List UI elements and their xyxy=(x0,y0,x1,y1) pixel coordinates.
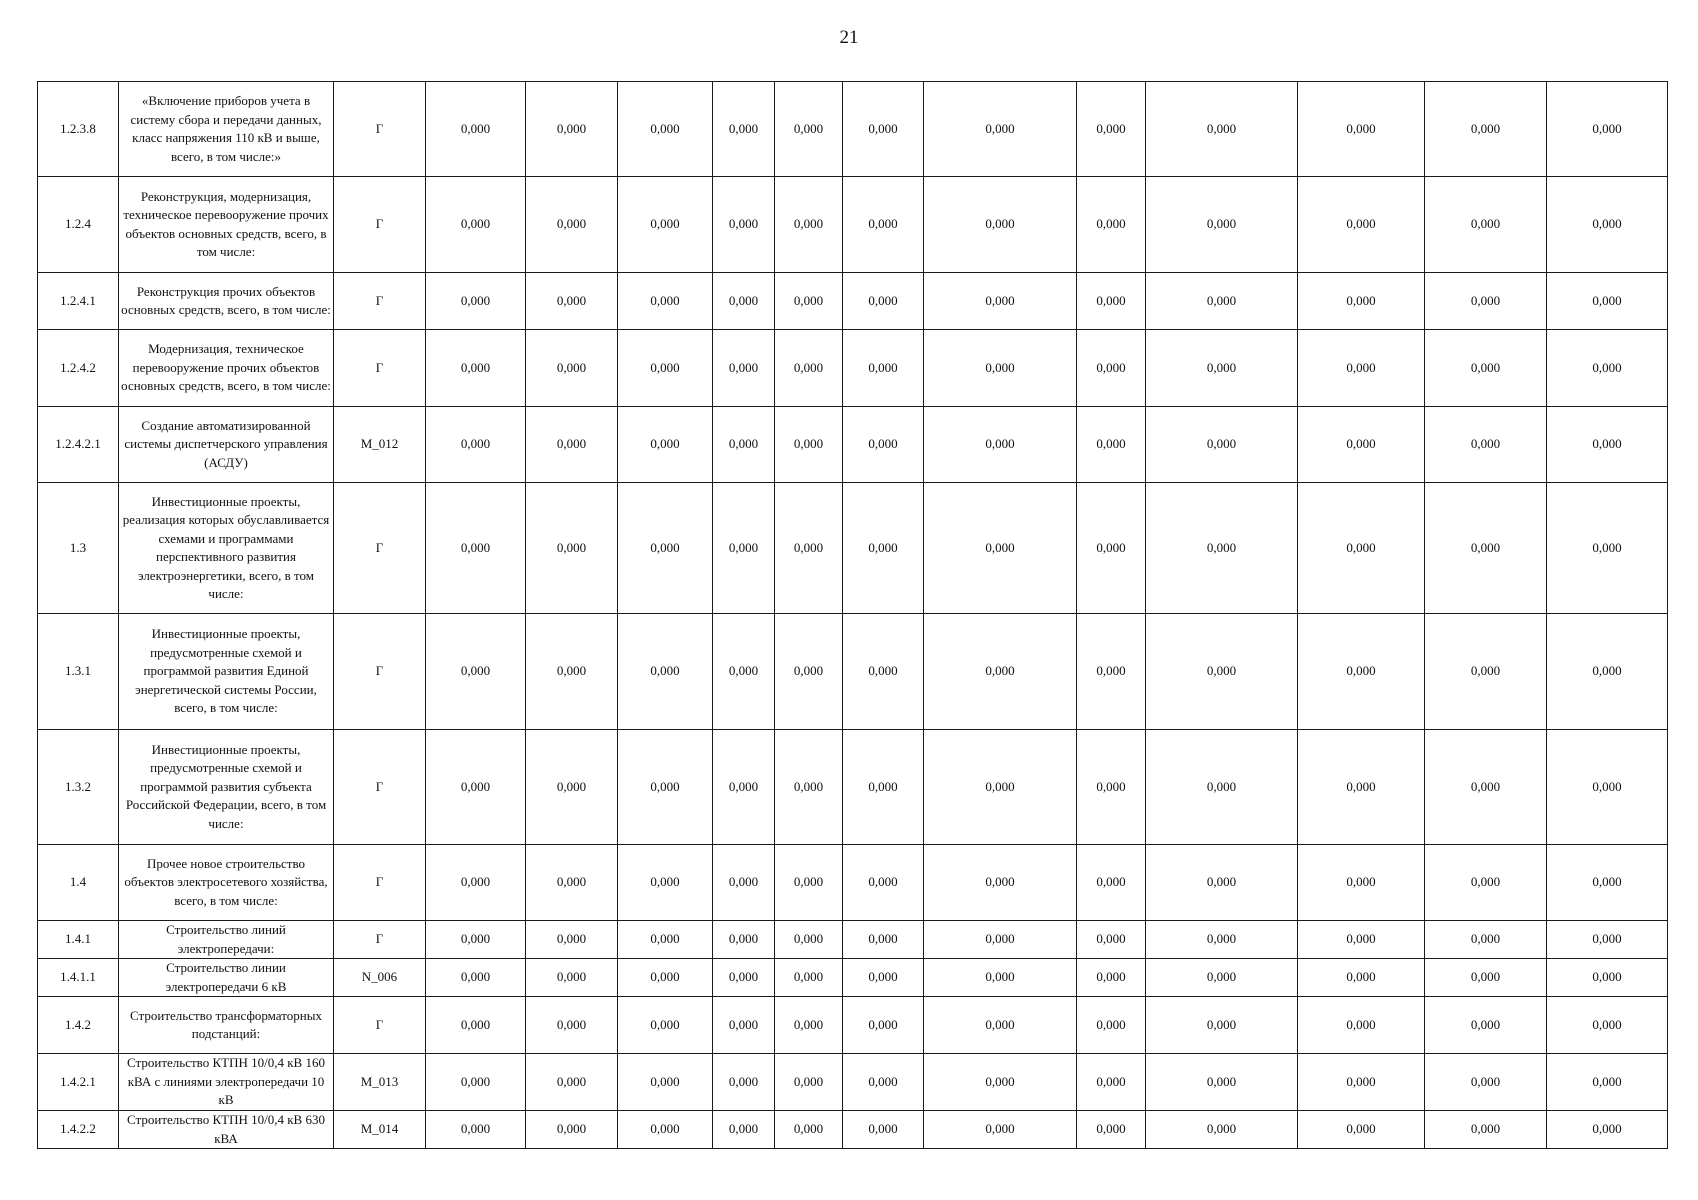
row-code-cell: 1.4.2.1 xyxy=(38,1054,119,1111)
value-cell: 0,000 xyxy=(1077,845,1146,921)
value-cell: 0,000 xyxy=(843,921,924,959)
value-cell: 0,000 xyxy=(1146,997,1298,1054)
table-row xyxy=(38,273,1668,330)
value-cell: 0,000 xyxy=(1298,483,1425,614)
value-cell: 0,000 xyxy=(526,273,618,330)
value-cell: 0,000 xyxy=(924,330,1077,407)
value-cell: 0,000 xyxy=(924,273,1077,330)
value-cell: 0,000 xyxy=(1425,614,1547,730)
row-name-cell: Строительство КТПН 10/0,4 кВ 630 кВА xyxy=(119,1111,334,1149)
value-cell: 0,000 xyxy=(1146,845,1298,921)
value-cell: 0,000 xyxy=(713,407,775,483)
row-code-cell: 1.4.1.1 xyxy=(38,959,119,997)
value-cell: 0,000 xyxy=(843,997,924,1054)
value-cell: 0,000 xyxy=(843,330,924,407)
value-cell: 0,000 xyxy=(526,614,618,730)
value-cell: 0,000 xyxy=(843,1111,924,1149)
row-id-cell: Г xyxy=(334,921,426,959)
table-body xyxy=(38,82,1668,1149)
value-cell: 0,000 xyxy=(1077,82,1146,177)
value-cell: 0,000 xyxy=(618,407,713,483)
value-cell: 0,000 xyxy=(618,997,713,1054)
table-row xyxy=(38,959,1668,997)
value-cell: 0,000 xyxy=(1298,921,1425,959)
value-cell: 0,000 xyxy=(775,921,843,959)
row-code-cell: 1.4.1 xyxy=(38,921,119,959)
value-cell: 0,000 xyxy=(1298,730,1425,845)
value-cell: 0,000 xyxy=(1425,959,1547,997)
value-cell: 0,000 xyxy=(426,82,526,177)
value-cell: 0,000 xyxy=(1425,997,1547,1054)
value-cell: 0,000 xyxy=(526,1111,618,1149)
value-cell: 0,000 xyxy=(843,407,924,483)
value-cell: 0,000 xyxy=(618,1054,713,1111)
value-cell: 0,000 xyxy=(1298,177,1425,273)
value-cell: 0,000 xyxy=(775,845,843,921)
value-cell: 0,000 xyxy=(1547,1111,1668,1149)
value-cell: 0,000 xyxy=(924,959,1077,997)
value-cell: 0,000 xyxy=(426,273,526,330)
value-cell: 0,000 xyxy=(713,273,775,330)
value-cell: 0,000 xyxy=(775,1111,843,1149)
value-cell: 0,000 xyxy=(1298,330,1425,407)
value-cell: 0,000 xyxy=(426,921,526,959)
value-cell: 0,000 xyxy=(1425,82,1547,177)
row-code-cell: 1.2.4.1 xyxy=(38,273,119,330)
value-cell: 0,000 xyxy=(924,407,1077,483)
row-name-cell: Строительство КТПН 10/0,4 кВ 160 кВА с линиями электропередачи 10 кВ xyxy=(119,1054,334,1111)
value-cell: 0,000 xyxy=(1298,614,1425,730)
row-code-cell: 1.2.4.2.1 xyxy=(38,407,119,483)
table-row xyxy=(38,921,1668,959)
value-cell: 0,000 xyxy=(843,730,924,845)
value-cell: 0,000 xyxy=(1425,845,1547,921)
value-cell: 0,000 xyxy=(1298,407,1425,483)
value-cell: 0,000 xyxy=(1146,273,1298,330)
row-id-cell: Г xyxy=(334,730,426,845)
value-cell: 0,000 xyxy=(1547,330,1668,407)
value-cell: 0,000 xyxy=(843,959,924,997)
value-cell: 0,000 xyxy=(713,330,775,407)
value-cell: 0,000 xyxy=(713,483,775,614)
value-cell: 0,000 xyxy=(775,730,843,845)
value-cell: 0,000 xyxy=(618,921,713,959)
value-cell: 0,000 xyxy=(618,330,713,407)
row-name-cell: Строительство трансформаторных подстанций: xyxy=(119,997,334,1054)
row-id-cell: M_014 xyxy=(334,1111,426,1149)
value-cell: 0,000 xyxy=(1547,273,1668,330)
value-cell: 0,000 xyxy=(924,483,1077,614)
value-cell: 0,000 xyxy=(426,1054,526,1111)
value-cell: 0,000 xyxy=(924,845,1077,921)
value-cell: 0,000 xyxy=(1425,177,1547,273)
row-name-cell: Создание автоматизированной системы диспетчерского управления (АСДУ) xyxy=(119,407,334,483)
value-cell: 0,000 xyxy=(426,407,526,483)
value-cell: 0,000 xyxy=(526,730,618,845)
value-cell: 0,000 xyxy=(618,483,713,614)
row-id-cell: Г xyxy=(334,82,426,177)
row-name-cell: Инвестиционные проекты, реализация которых обуславливается схемами и программами перспективного развития электроэнергетики, всего, в том числе: xyxy=(119,483,334,614)
value-cell: 0,000 xyxy=(775,997,843,1054)
value-cell: 0,000 xyxy=(1547,1054,1668,1111)
table-row xyxy=(38,82,1668,177)
row-code-cell: 1.4.2.2 xyxy=(38,1111,119,1149)
value-cell: 0,000 xyxy=(775,407,843,483)
value-cell: 0,000 xyxy=(713,1054,775,1111)
value-cell: 0,000 xyxy=(1298,273,1425,330)
value-cell: 0,000 xyxy=(426,845,526,921)
value-cell: 0,000 xyxy=(1425,483,1547,614)
table-row xyxy=(38,730,1668,845)
value-cell: 0,000 xyxy=(1298,997,1425,1054)
value-cell: 0,000 xyxy=(1425,273,1547,330)
value-cell: 0,000 xyxy=(1077,614,1146,730)
row-name-cell: Модернизация, техническое перевооружение прочих объектов основных средств, всего, в том числе: xyxy=(119,330,334,407)
value-cell: 0,000 xyxy=(1146,483,1298,614)
value-cell: 0,000 xyxy=(924,997,1077,1054)
value-cell: 0,000 xyxy=(843,273,924,330)
value-cell: 0,000 xyxy=(1077,483,1146,614)
value-cell: 0,000 xyxy=(426,959,526,997)
value-cell: 0,000 xyxy=(843,845,924,921)
value-cell: 0,000 xyxy=(1547,82,1668,177)
value-cell: 0,000 xyxy=(426,177,526,273)
row-code-cell: 1.3.2 xyxy=(38,730,119,845)
value-cell: 0,000 xyxy=(843,82,924,177)
value-cell: 0,000 xyxy=(775,177,843,273)
value-cell: 0,000 xyxy=(775,483,843,614)
value-cell: 0,000 xyxy=(1077,177,1146,273)
value-cell: 0,000 xyxy=(618,82,713,177)
value-cell: 0,000 xyxy=(1077,1054,1146,1111)
value-cell: 0,000 xyxy=(713,845,775,921)
value-cell: 0,000 xyxy=(426,997,526,1054)
value-cell: 0,000 xyxy=(713,921,775,959)
value-cell: 0,000 xyxy=(713,959,775,997)
row-name-cell: Инвестиционные проекты, предусмотренные схемой и программой развития субъекта Российской Федерации, всего, в том числе: xyxy=(119,730,334,845)
value-cell: 0,000 xyxy=(426,730,526,845)
value-cell: 0,000 xyxy=(1425,921,1547,959)
value-cell: 0,000 xyxy=(924,921,1077,959)
value-cell: 0,000 xyxy=(1077,959,1146,997)
value-cell: 0,000 xyxy=(426,483,526,614)
value-cell: 0,000 xyxy=(526,407,618,483)
value-cell: 0,000 xyxy=(924,1111,1077,1149)
value-cell: 0,000 xyxy=(775,614,843,730)
row-id-cell: Г xyxy=(334,330,426,407)
table-row xyxy=(38,483,1668,614)
row-code-cell: 1.3.1 xyxy=(38,614,119,730)
value-cell: 0,000 xyxy=(1077,1111,1146,1149)
row-id-cell: M_012 xyxy=(334,407,426,483)
row-id-cell: N_006 xyxy=(334,959,426,997)
value-cell: 0,000 xyxy=(1146,407,1298,483)
value-cell: 0,000 xyxy=(775,82,843,177)
value-cell: 0,000 xyxy=(526,483,618,614)
value-cell: 0,000 xyxy=(426,614,526,730)
value-cell: 0,000 xyxy=(1547,483,1668,614)
value-cell: 0,000 xyxy=(426,1111,526,1149)
value-cell: 0,000 xyxy=(1146,82,1298,177)
row-code-cell: 1.4.2 xyxy=(38,997,119,1054)
value-cell: 0,000 xyxy=(1547,921,1668,959)
table-row xyxy=(38,330,1668,407)
value-cell: 0,000 xyxy=(775,330,843,407)
value-cell: 0,000 xyxy=(526,959,618,997)
value-cell: 0,000 xyxy=(843,483,924,614)
row-id-cell: Г xyxy=(334,273,426,330)
value-cell: 0,000 xyxy=(1077,330,1146,407)
value-cell: 0,000 xyxy=(924,82,1077,177)
value-cell: 0,000 xyxy=(526,997,618,1054)
value-cell: 0,000 xyxy=(1547,730,1668,845)
table-row xyxy=(38,407,1668,483)
table-row xyxy=(38,177,1668,273)
value-cell: 0,000 xyxy=(924,614,1077,730)
row-name-cell: «Включение приборов учета в систему сбора и передачи данных, класс напряжения 110 кВ и выше, всего, в том числе:» xyxy=(119,82,334,177)
value-cell: 0,000 xyxy=(1298,959,1425,997)
value-cell: 0,000 xyxy=(526,177,618,273)
value-cell: 0,000 xyxy=(1547,845,1668,921)
value-cell: 0,000 xyxy=(713,1111,775,1149)
value-cell: 0,000 xyxy=(1146,959,1298,997)
value-cell: 0,000 xyxy=(618,1111,713,1149)
value-cell: 0,000 xyxy=(1146,1111,1298,1149)
value-cell: 0,000 xyxy=(1547,997,1668,1054)
value-cell: 0,000 xyxy=(1146,614,1298,730)
value-cell: 0,000 xyxy=(426,330,526,407)
value-cell: 0,000 xyxy=(526,1054,618,1111)
row-code-cell: 1.2.4.2 xyxy=(38,330,119,407)
value-cell: 0,000 xyxy=(775,273,843,330)
value-cell: 0,000 xyxy=(713,730,775,845)
value-cell: 0,000 xyxy=(1146,1054,1298,1111)
value-cell: 0,000 xyxy=(618,614,713,730)
value-cell: 0,000 xyxy=(1146,330,1298,407)
row-id-cell: M_013 xyxy=(334,1054,426,1111)
row-code-cell: 1.3 xyxy=(38,483,119,614)
value-cell: 0,000 xyxy=(618,730,713,845)
value-cell: 0,000 xyxy=(526,921,618,959)
value-cell: 0,000 xyxy=(1547,959,1668,997)
value-cell: 0,000 xyxy=(924,1054,1077,1111)
value-cell: 0,000 xyxy=(924,177,1077,273)
value-cell: 0,000 xyxy=(1425,1111,1547,1149)
value-cell: 0,000 xyxy=(1077,407,1146,483)
row-name-cell: Инвестиционные проекты, предусмотренные схемой и программой развития Единой энергетической системы России, всего, в том числе: xyxy=(119,614,334,730)
row-name-cell: Строительство линии электропередачи 6 кВ xyxy=(119,959,334,997)
value-cell: 0,000 xyxy=(843,177,924,273)
table-row xyxy=(38,997,1668,1054)
value-cell: 0,000 xyxy=(1425,730,1547,845)
table-row xyxy=(38,845,1668,921)
value-cell: 0,000 xyxy=(1146,730,1298,845)
value-cell: 0,000 xyxy=(1547,407,1668,483)
value-cell: 0,000 xyxy=(713,177,775,273)
row-id-cell: Г xyxy=(334,177,426,273)
value-cell: 0,000 xyxy=(1298,82,1425,177)
row-id-cell: Г xyxy=(334,614,426,730)
value-cell: 0,000 xyxy=(1146,177,1298,273)
value-cell: 0,000 xyxy=(618,845,713,921)
value-cell: 0,000 xyxy=(775,1054,843,1111)
row-id-cell: Г xyxy=(334,845,426,921)
value-cell: 0,000 xyxy=(713,997,775,1054)
row-id-cell: Г xyxy=(334,483,426,614)
value-cell: 0,000 xyxy=(1425,1054,1547,1111)
value-cell: 0,000 xyxy=(1077,921,1146,959)
table-row xyxy=(38,1111,1668,1149)
value-cell: 0,000 xyxy=(526,82,618,177)
table-row xyxy=(38,1054,1668,1111)
value-cell: 0,000 xyxy=(1298,845,1425,921)
row-name-cell: Строительство линий электропередачи: xyxy=(119,921,334,959)
value-cell: 0,000 xyxy=(1298,1054,1425,1111)
row-code-cell: 1.4 xyxy=(38,845,119,921)
value-cell: 0,000 xyxy=(843,1054,924,1111)
page-number: 21 xyxy=(839,27,859,48)
value-cell: 0,000 xyxy=(1298,1111,1425,1149)
value-cell: 0,000 xyxy=(526,845,618,921)
value-cell: 0,000 xyxy=(1077,730,1146,845)
value-cell: 0,000 xyxy=(618,273,713,330)
row-name-cell: Прочее новое строительство объектов электросетевого хозяйства, всего, в том числе: xyxy=(119,845,334,921)
value-cell: 0,000 xyxy=(1077,997,1146,1054)
value-cell: 0,000 xyxy=(1146,921,1298,959)
value-cell: 0,000 xyxy=(775,959,843,997)
value-cell: 0,000 xyxy=(1425,330,1547,407)
value-cell: 0,000 xyxy=(1077,273,1146,330)
value-cell: 0,000 xyxy=(618,177,713,273)
value-cell: 0,000 xyxy=(1547,177,1668,273)
row-code-cell: 1.2.3.8 xyxy=(38,82,119,177)
row-code-cell: 1.2.4 xyxy=(38,177,119,273)
value-cell: 0,000 xyxy=(526,330,618,407)
investment-table xyxy=(37,81,1668,1149)
value-cell: 0,000 xyxy=(1547,614,1668,730)
row-id-cell: Г xyxy=(334,997,426,1054)
value-cell: 0,000 xyxy=(843,614,924,730)
table-row xyxy=(38,614,1668,730)
value-cell: 0,000 xyxy=(618,959,713,997)
value-cell: 0,000 xyxy=(713,614,775,730)
value-cell: 0,000 xyxy=(713,82,775,177)
value-cell: 0,000 xyxy=(1425,407,1547,483)
row-name-cell: Реконструкция прочих объектов основных средств, всего, в том числе: xyxy=(119,273,334,330)
value-cell: 0,000 xyxy=(924,730,1077,845)
row-name-cell: Реконструкция, модернизация, техническое перевооружение прочих объектов основных средств, всего, в том числе: xyxy=(119,177,334,273)
